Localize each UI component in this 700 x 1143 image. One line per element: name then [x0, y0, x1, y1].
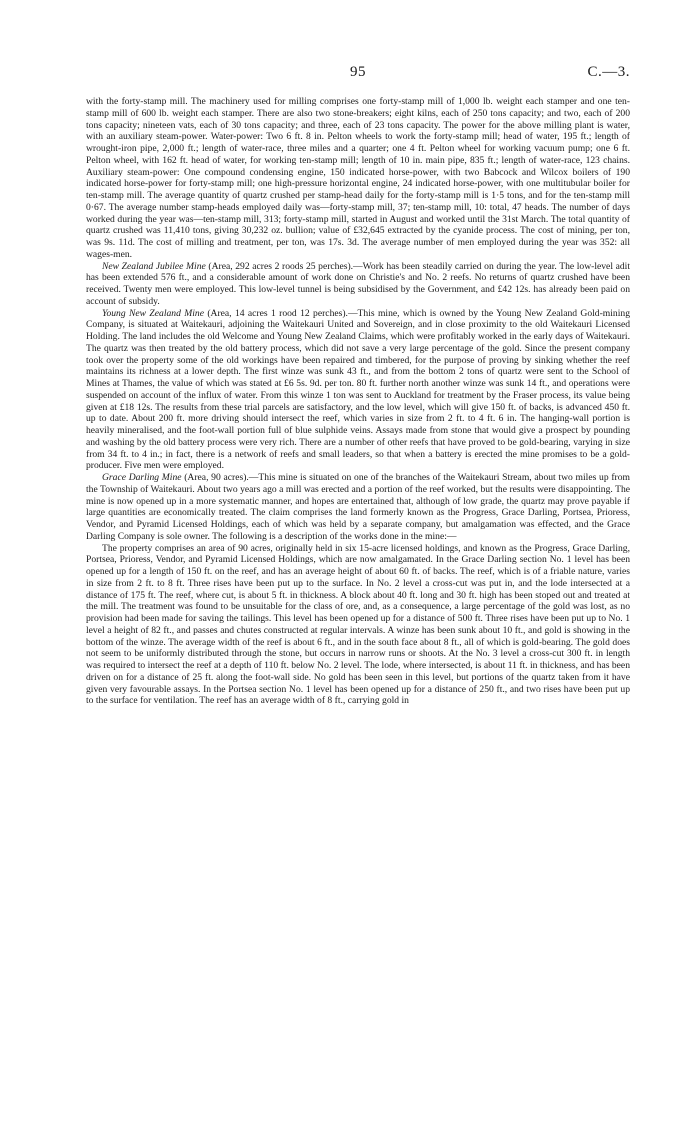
mine-name: Young New Zealand Mine — [102, 307, 204, 319]
paragraph-property-description — [86, 543, 630, 708]
paragraph-machinery — [86, 96, 630, 261]
paragraph-text: (Area, 292 acres 2 roods 25 perches).—Work has been steadily carried on during the year. The low-level adit has been extended 576 ft., and a considerable amount of work done on Christie's and No. 2 reefs. No returns of quartz crushed have been received. Twenty men were employed. This low-level tunnel is being subsidised by the Government, and £42 12s. has already been paid on account of subsidy. — [86, 260, 630, 307]
paragraph-new-zealand-jubilee-mine — [86, 261, 630, 308]
paragraph-young-new-zealand-mine — [86, 308, 630, 473]
mine-name: New Zealand Jubilee Mine — [102, 260, 206, 272]
document-reference: C.—3. — [587, 64, 630, 80]
paragraph-text: (Area, 14 acres 1 rood 12 perches).—This mine, which is owned by the Young New Zealand Gold-mining Company, is situated at Waitekauri, adjoining the Waitekauri United and Sovereign, and in close proximity to the old Waitekauri Licensed Holding. The land includes the old Welcome and Young New Zealand Claims, which were profitably worked in the early days of Waitekauri. The quartz was then treated by the old battery process, which did not save a very large percentage of the gold. Since the present company took over the property some of the old workings have been repaired and timbered, for the purpose of proving by sinking whether the reef maintains its richness at a lower depth. The first winze was sunk 43 ft., and from the bottom 2 tons of quartz were sent to the School of Mines at Thames, the value of which was stated at £6 5s. 9d. per ton. 80 ft. further north another winze was sunk 14 ft., and operations were suspended on account of the influx of water. From this winze 1 ton was sent to Auckland for treatment by the Fraser process, its value being given at £18 12s. The results from these trial parcels are satisfactory, and the low level, which will give 150 ft. of backs, is advanced 450 ft. up to date. About 200 ft. more driving should intersect the reef, which varies in size from 2 ft. to 4 ft. 6 in. The hanging-wall portion is heavily mineralised, and the foot-wall portion full of blue sulphide veins. Assays made from stone that would give a prospect by pounding and washing by the old battery process were very rich. There are a number of other reefs that have proved to be gold-bearing, varying in size from 34 ft. to 4 in.; in fact, there is a network of reefs and small leaders, so that when a battery is erected the mine promises to be a gold-producer. Five men were employed. — [86, 307, 630, 472]
paragraph-text: with the forty-stamp mill. The machinery used for milling comprises one forty-stamp mill of 1,000 lb. weight each stamper and one ten-stamp mill of 600 lb. weight each stamper. There are also two stone-breakers; eight kilns, each of 250 tons capacity; and two, each of 200 tons capacity; nineteen vats, each of 30 tons capacity; and three, each of 23 tons capacity. The power for the above milling plant is water, with an auxiliary steam-power. Water-power: Two 6 ft. 8 in. Pelton wheels to work the forty-stamp mill; head of water, 195 ft.; length of wrought-iron pipe, 2,000 ft.; length of water-race, three miles and a quarter; one 4 ft. Pelton wheel for working vacuum pump; one 6 ft. Pelton wheel, with 162 ft. head of water, for working ten-stamp mill; length of 10 in. main pipe, 835 ft.; length of water-race, 123 chains. Auxiliary steam-power: One compound condensing engine, 150 indicated horse-power, with two Babcock and Wilcox boilers of 190 indicated horse-power for forty-stamp mill; one high-pressure horizontal engine, 24 indicated horse-power, with one multitubular boiler for ten-stamp mill. The average quantity of quartz crushed per stamp-head daily for the forty-stamp mill is 1·5 tons, and for the ten-stamp mill 0·67. The average number stamp-heads employed daily was—forty-stamp mill, 37; ten-stamp mill, 10: total, 47 heads. The number of days worked during the year was—ten-stamp mill, 313; forty-stamp mill, started in August and worked until the 31st March. The total quantity of quartz crushed was 11,410 tons, giving 30,232 oz. bullion; value of £32,645 extracted by the cyanide process. The cost of mining, per ton, was 9s. 11d. The cost of milling and treatment, per ton, was 17s. 3d. The average number of men employed during the year was 352: all wages-men. — [86, 96, 630, 260]
mine-name: Grace Darling Mine — [102, 472, 182, 483]
page-number: 95 — [350, 64, 366, 80]
paragraph-text: The property comprises an area of 90 acres, originally held in six 15-acre licensed holdings, and known as the Progress, Grace Darling, Portsea, Prioress, Vendor, and Pyramid Licensed Holdings, which are now amalgamated. In the Grace Darling section No. 1 level has been opened up for a length of 150 ft. on the reef, and has an average height of about 60 ft. of backs. The reef, which is of a friable nature, varies in size from 2 ft. to 8 ft. Three rises have been put up to the surface. In No. 2 level a cross-cut was put in, and the lode intersected at a distance of 175 ft. The reef, where cut, is about 5 ft. in thickness. A block about 40 ft. long and 30 ft. high has been stoped out and treated at the mill. The treatment was found to be unsuitable for the class of ore, and, as a consequence, a large percentage of the gold was lost, as no provision had been made for saving the tailings. This level has been opened up for a distance of 500 ft. Three rises have been put up to No. 1 level a height of 82 ft., and passes and chutes constructed at regular intervals. A winze has been sunk about 10 ft., and gold is showing in the bottom of the winze. The average width of the reef is about 6 ft., and in the south face about 8 ft., all of which is gold-bearing. The gold does not seem to be uniformly distributed through the stone, but occurs in narrow runs or shoots. At the No. 3 level a cross-cut 300 ft. in length was required to intersect the reef at a depth of 110 ft. below No. 2 level. The lode, where intersected, is about 11 ft. in thickness, and has been driven on for a distance of 25 ft. along the foot-wall side. No gold has been seen in this level, but portions of the quartz taken from it have given very favourable assays. In the Portsea section No. 1 level has been opened up for a distance of 250 ft., and two rises have been put up to the surface for ventilation. The reef has an average width of 8 ft., carrying gold in — [86, 542, 630, 707]
paragraph-text: (Area, 90 acres).—This mine is situated on one of the branches of the Waitekauri Stream, about two miles up from the Township of Waitekauri. About two years ago a mill was erected and a portion of the reef worked, but the results were disappointing. The mine is now opened up in a more systematic manner, and hopes are entertained that, although of low grade, the quartz may prove payable if large quantities are economically treated. The claim comprises the land formerly known as the Progress, Grace Darling, Portsea, Prioress, Vendor, and Pyramid Licensed Holdings, each of which was held by a separate company, but amalgamation was effected, and the Grace Darling Company is sole owner. The following is a description of the works done in the mine:— — [86, 472, 630, 542]
body-text — [86, 96, 630, 707]
paragraph-grace-darling-mine — [86, 472, 630, 543]
page-header — [86, 64, 630, 86]
